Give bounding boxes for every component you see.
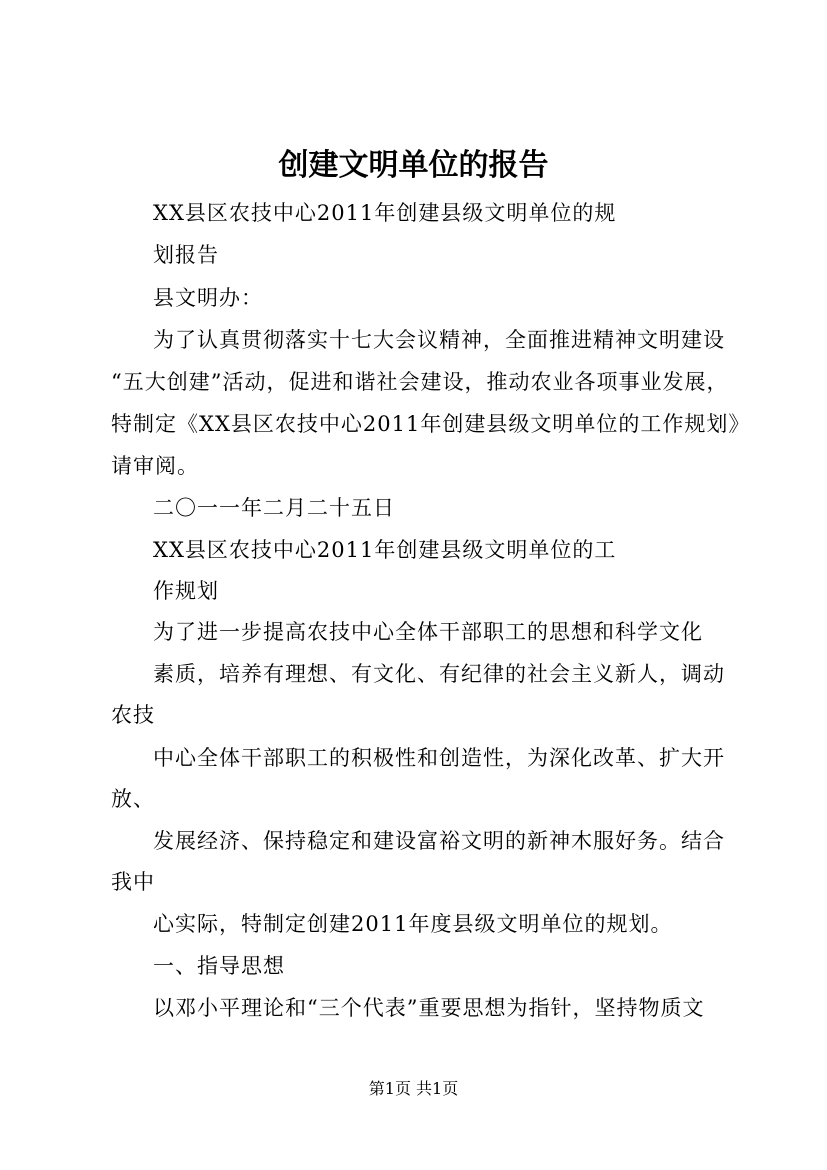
- section-heading: 一、指导思想: [153, 954, 285, 978]
- body-line: 农技: [111, 703, 155, 727]
- body-line: 放、: [111, 787, 155, 811]
- body-line: 素质，培养有理想、有文化、有纪律的社会主义新人，调动: [153, 662, 725, 686]
- body-line: 中心全体干部职工的积极性和创造性，为深化改革、扩大开: [153, 746, 725, 770]
- body-line: 特制定《XX县区农技中心2011年创建县级文明单位的工作规划》: [111, 412, 751, 436]
- body-line: XX县区农技中心2011年创建县级文明单位的工: [153, 538, 617, 562]
- body-line: 为了认真贯彻落实十七大会议精神，全面推进精神文明建设: [153, 328, 725, 352]
- body-line: “五大创建”活动，促进和谐社会建设，推动农业各项事业发展，: [111, 370, 729, 394]
- date-line: 二〇一一年二月二十五日: [153, 496, 395, 520]
- body-line: 发展经济、保持稳定和建设富裕文明的新神木服好务。结合: [153, 829, 725, 853]
- document-title: 创建文明单位的报告: [278, 148, 549, 183]
- body-line: 作规划: [153, 579, 219, 603]
- page-number-footer: 第1页 共1页: [368, 1079, 459, 1098]
- body-line: 县文明办：: [153, 286, 263, 310]
- body-line: 划报告: [153, 243, 219, 267]
- body-line: 为了进一步提高农技中心全体干部职工的思想和科学文化: [153, 620, 703, 644]
- body-line: XX县区农技中心2011年创建县级文明单位的规: [153, 201, 617, 225]
- body-line: 我中: [111, 870, 155, 894]
- body-line: 心实际，特制定创建2011年度县级文明单位的规划。: [153, 912, 673, 936]
- body-line: 以邓小平理论和“三个代表”重要思想为指针，坚持物质文: [153, 996, 705, 1020]
- body-line: 请审阅。: [111, 454, 199, 478]
